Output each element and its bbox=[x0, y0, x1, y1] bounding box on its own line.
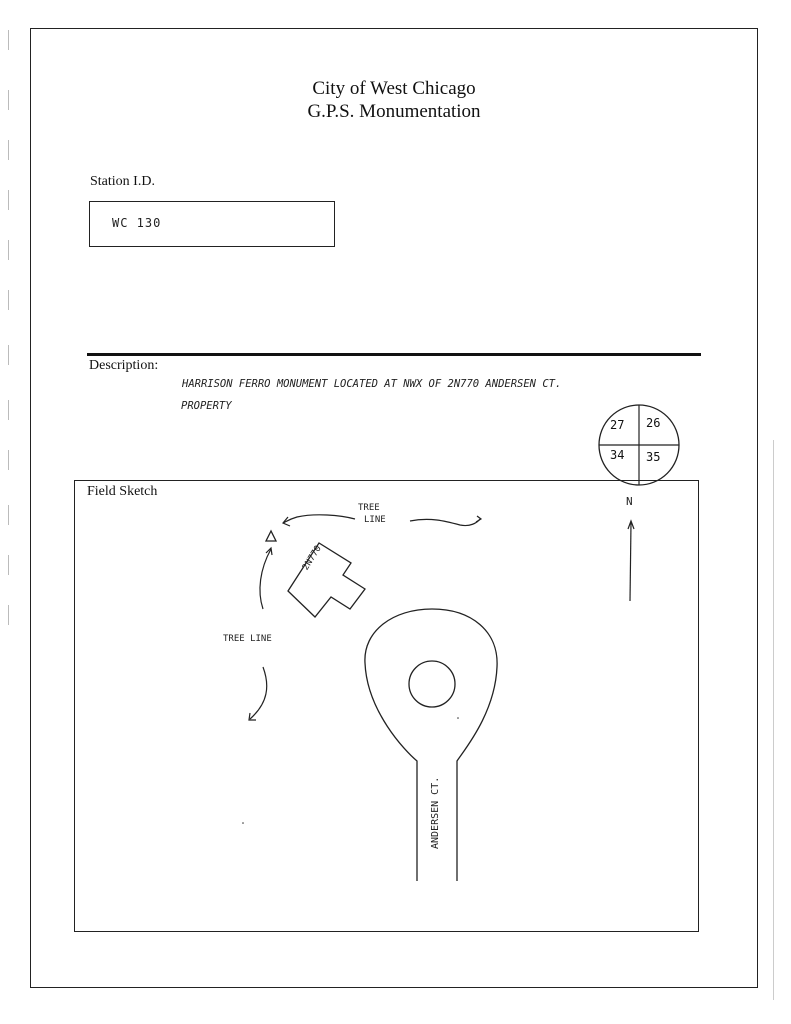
scan-edge-mark bbox=[8, 505, 9, 525]
tree-line-top-curve-right bbox=[410, 519, 480, 526]
scan-edge-mark bbox=[8, 90, 9, 110]
station-id-value: WC 130 bbox=[112, 216, 162, 230]
section-number: 26 bbox=[646, 416, 661, 430]
section-divider bbox=[87, 353, 701, 356]
scan-edge-mark bbox=[8, 290, 9, 310]
section-number: 35 bbox=[646, 450, 661, 464]
section-number: 34 bbox=[610, 448, 625, 462]
document-page bbox=[30, 28, 758, 988]
section-circle bbox=[596, 402, 682, 488]
tree-line-top-curve bbox=[283, 515, 355, 523]
north-arrow-shaft bbox=[630, 523, 631, 601]
section-number: 27 bbox=[610, 418, 625, 432]
field-sketch-label: Field Sketch bbox=[87, 484, 158, 499]
description-text bbox=[182, 373, 561, 417]
title-line-city: City of West Chicago bbox=[312, 78, 476, 99]
scan-edge-mark bbox=[8, 450, 9, 470]
tree-line-top-label-1: TREE bbox=[358, 503, 380, 513]
tree-line-left-label: TREE LINE bbox=[223, 634, 272, 644]
street-label: ANDERSEN CT. bbox=[430, 776, 441, 849]
title-line-gps: G.P.S. Monumentation bbox=[307, 101, 481, 122]
station-id-label: Station I.D. bbox=[90, 174, 155, 189]
scan-edge-mark bbox=[8, 555, 9, 575]
scan-edge-mark bbox=[773, 440, 774, 1000]
cul-de-sac-island bbox=[409, 661, 455, 707]
arrowhead-icon bbox=[476, 516, 481, 522]
scan-edge-mark bbox=[8, 605, 9, 625]
scan-edge-mark bbox=[8, 400, 9, 420]
monument-triangle-icon bbox=[266, 531, 276, 541]
tree-line-left-lower-curve bbox=[250, 667, 267, 719]
description-label: Description: bbox=[89, 358, 159, 373]
section-circle-graphic bbox=[596, 402, 682, 488]
scan-edge-mark bbox=[8, 140, 9, 160]
scan-edge-mark bbox=[8, 240, 9, 260]
scan-edge-mark bbox=[8, 345, 9, 365]
description-line-1: HARRISON FERRO MONUMENT LOCATED AT NWX OF 2N770 ANDERSEN CT. bbox=[182, 378, 562, 390]
scan-edge-mark bbox=[8, 190, 9, 210]
description-line-2: PROPERTY bbox=[181, 400, 232, 412]
tree-line-top-label-2: LINE bbox=[364, 515, 386, 525]
tree-line-left-upper-curve bbox=[260, 549, 271, 609]
north-label: N bbox=[626, 495, 633, 508]
building-label: 2N770 bbox=[301, 544, 324, 573]
scan-speck bbox=[457, 717, 459, 719]
field-sketch-box bbox=[74, 480, 699, 932]
scan-speck bbox=[242, 822, 244, 824]
document-title bbox=[31, 77, 757, 123]
building-2n770-outline bbox=[288, 543, 365, 617]
scan-edge-mark bbox=[8, 30, 9, 50]
field-sketch-drawing bbox=[75, 481, 698, 931]
station-id-box bbox=[89, 201, 335, 247]
